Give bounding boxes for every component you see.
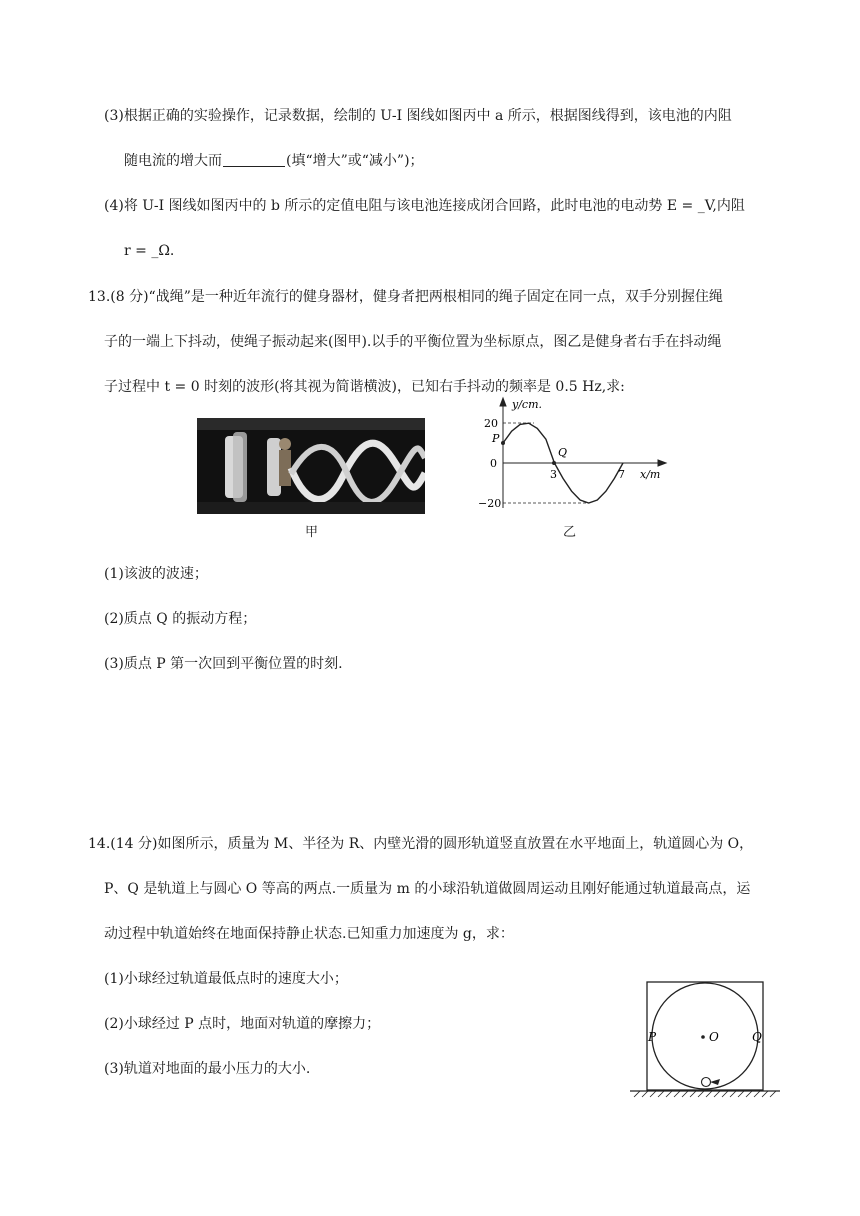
q12-part4-line2: r = _Ω. bbox=[124, 243, 175, 259]
y-tick-neg20: −20 bbox=[478, 497, 502, 510]
y-tick-0: 0 bbox=[490, 457, 497, 470]
q13-stem-line1: 13.(8 分)“战绳”是一种近年流行的健身器材，健身者把两根相同的绳子固定在同一点，双手分别握住绳 bbox=[88, 289, 723, 305]
center-o-dot bbox=[701, 1035, 705, 1039]
q14-stem-line1: 14.(14 分)如图所示，质量为 M、半径为 R、内壁光滑的圆形轨道竖直放置在水平地面上，轨道圆心为 O， bbox=[88, 836, 754, 852]
q12-part3-text-b: (填“增大”或“减小”)； bbox=[286, 153, 424, 169]
q12-part3-line1: (3)根据正确的实验操作，记录数据，绘制的 U-I 图线如图丙中 a 所示，根据图线得到，该电池的内阻 bbox=[104, 108, 732, 124]
x-axis-arrow bbox=[658, 460, 666, 466]
point-q-label: Q bbox=[558, 446, 568, 459]
q14-sub2: (2)小球经过 P 点时，地面对轨道的摩擦力； bbox=[104, 1016, 381, 1032]
wave-graph bbox=[470, 396, 670, 516]
q12-part3-text-a: 随电流的增大而 bbox=[124, 153, 222, 169]
q13-sub3: (3)质点 P 第一次回到平衡位置的时刻. bbox=[104, 656, 343, 672]
label-p: P bbox=[648, 1030, 657, 1044]
velocity-arrow bbox=[710, 1079, 720, 1085]
x-tick-3: 3 bbox=[550, 468, 557, 481]
y-axis-arrow bbox=[500, 398, 506, 406]
q14-sub3: (3)轨道对地面的最小压力的大小. bbox=[104, 1061, 311, 1077]
x-tick-7: 7 bbox=[618, 468, 625, 481]
y-axis-label: y/cm. bbox=[512, 398, 543, 411]
figure-yi-caption: 乙 bbox=[563, 525, 577, 540]
point-p-dot bbox=[501, 441, 505, 445]
q12-part3-line2 bbox=[124, 151, 424, 171]
q13-stem-line3: 子过程中 t = 0 时刻的波形(将其视为简谐横波)，已知右手抖动的频率是 0.5 Hz,求: bbox=[104, 379, 625, 395]
ground-hatching bbox=[634, 1091, 776, 1097]
q14-sub1: (1)小球经过轨道最低点时的速度大小； bbox=[104, 971, 348, 987]
track-circle bbox=[652, 983, 758, 1089]
point-q-dot bbox=[552, 461, 556, 465]
ball bbox=[702, 1078, 711, 1087]
track-frame bbox=[647, 982, 763, 1090]
y-tick-20: 20 bbox=[484, 417, 498, 430]
label-q: Q bbox=[752, 1030, 762, 1044]
q14-stem-line2: P、Q 是轨道上与圆心 O 等高的两点.一质量为 m 的小球沿轨道做圆周运动且刚好能通过轨道最高点，运 bbox=[104, 881, 751, 897]
q13-sub2: (2)质点 Q 的振动方程； bbox=[104, 611, 257, 627]
q14-stem-line3: 动过程中轨道始终在地面保持静止状态.已知重力加速度为 g，求： bbox=[104, 926, 514, 942]
label-o: O bbox=[709, 1030, 719, 1044]
q13-sub1: (1)该波的波速； bbox=[104, 566, 208, 582]
battle-rope-photo bbox=[197, 418, 425, 514]
figure-jia-caption: 甲 bbox=[305, 525, 319, 540]
q12-part4-line1: (4)将 U-I 图线如图丙中的 b 所示的定值电阻与该电池连接成闭合回路，此时电池的电动势 E = _V,内阻 bbox=[104, 198, 745, 214]
answer-blank bbox=[223, 152, 285, 167]
x-axis-label: x/m bbox=[640, 468, 661, 481]
point-p-label: P bbox=[492, 432, 500, 445]
circular-track-figure bbox=[628, 978, 782, 1102]
q13-stem-line2: 子的一端上下抖动，使绳子振动起来(图甲).以手的平衡位置为坐标原点，图乙是健身者右手在抖动绳 bbox=[104, 334, 722, 350]
